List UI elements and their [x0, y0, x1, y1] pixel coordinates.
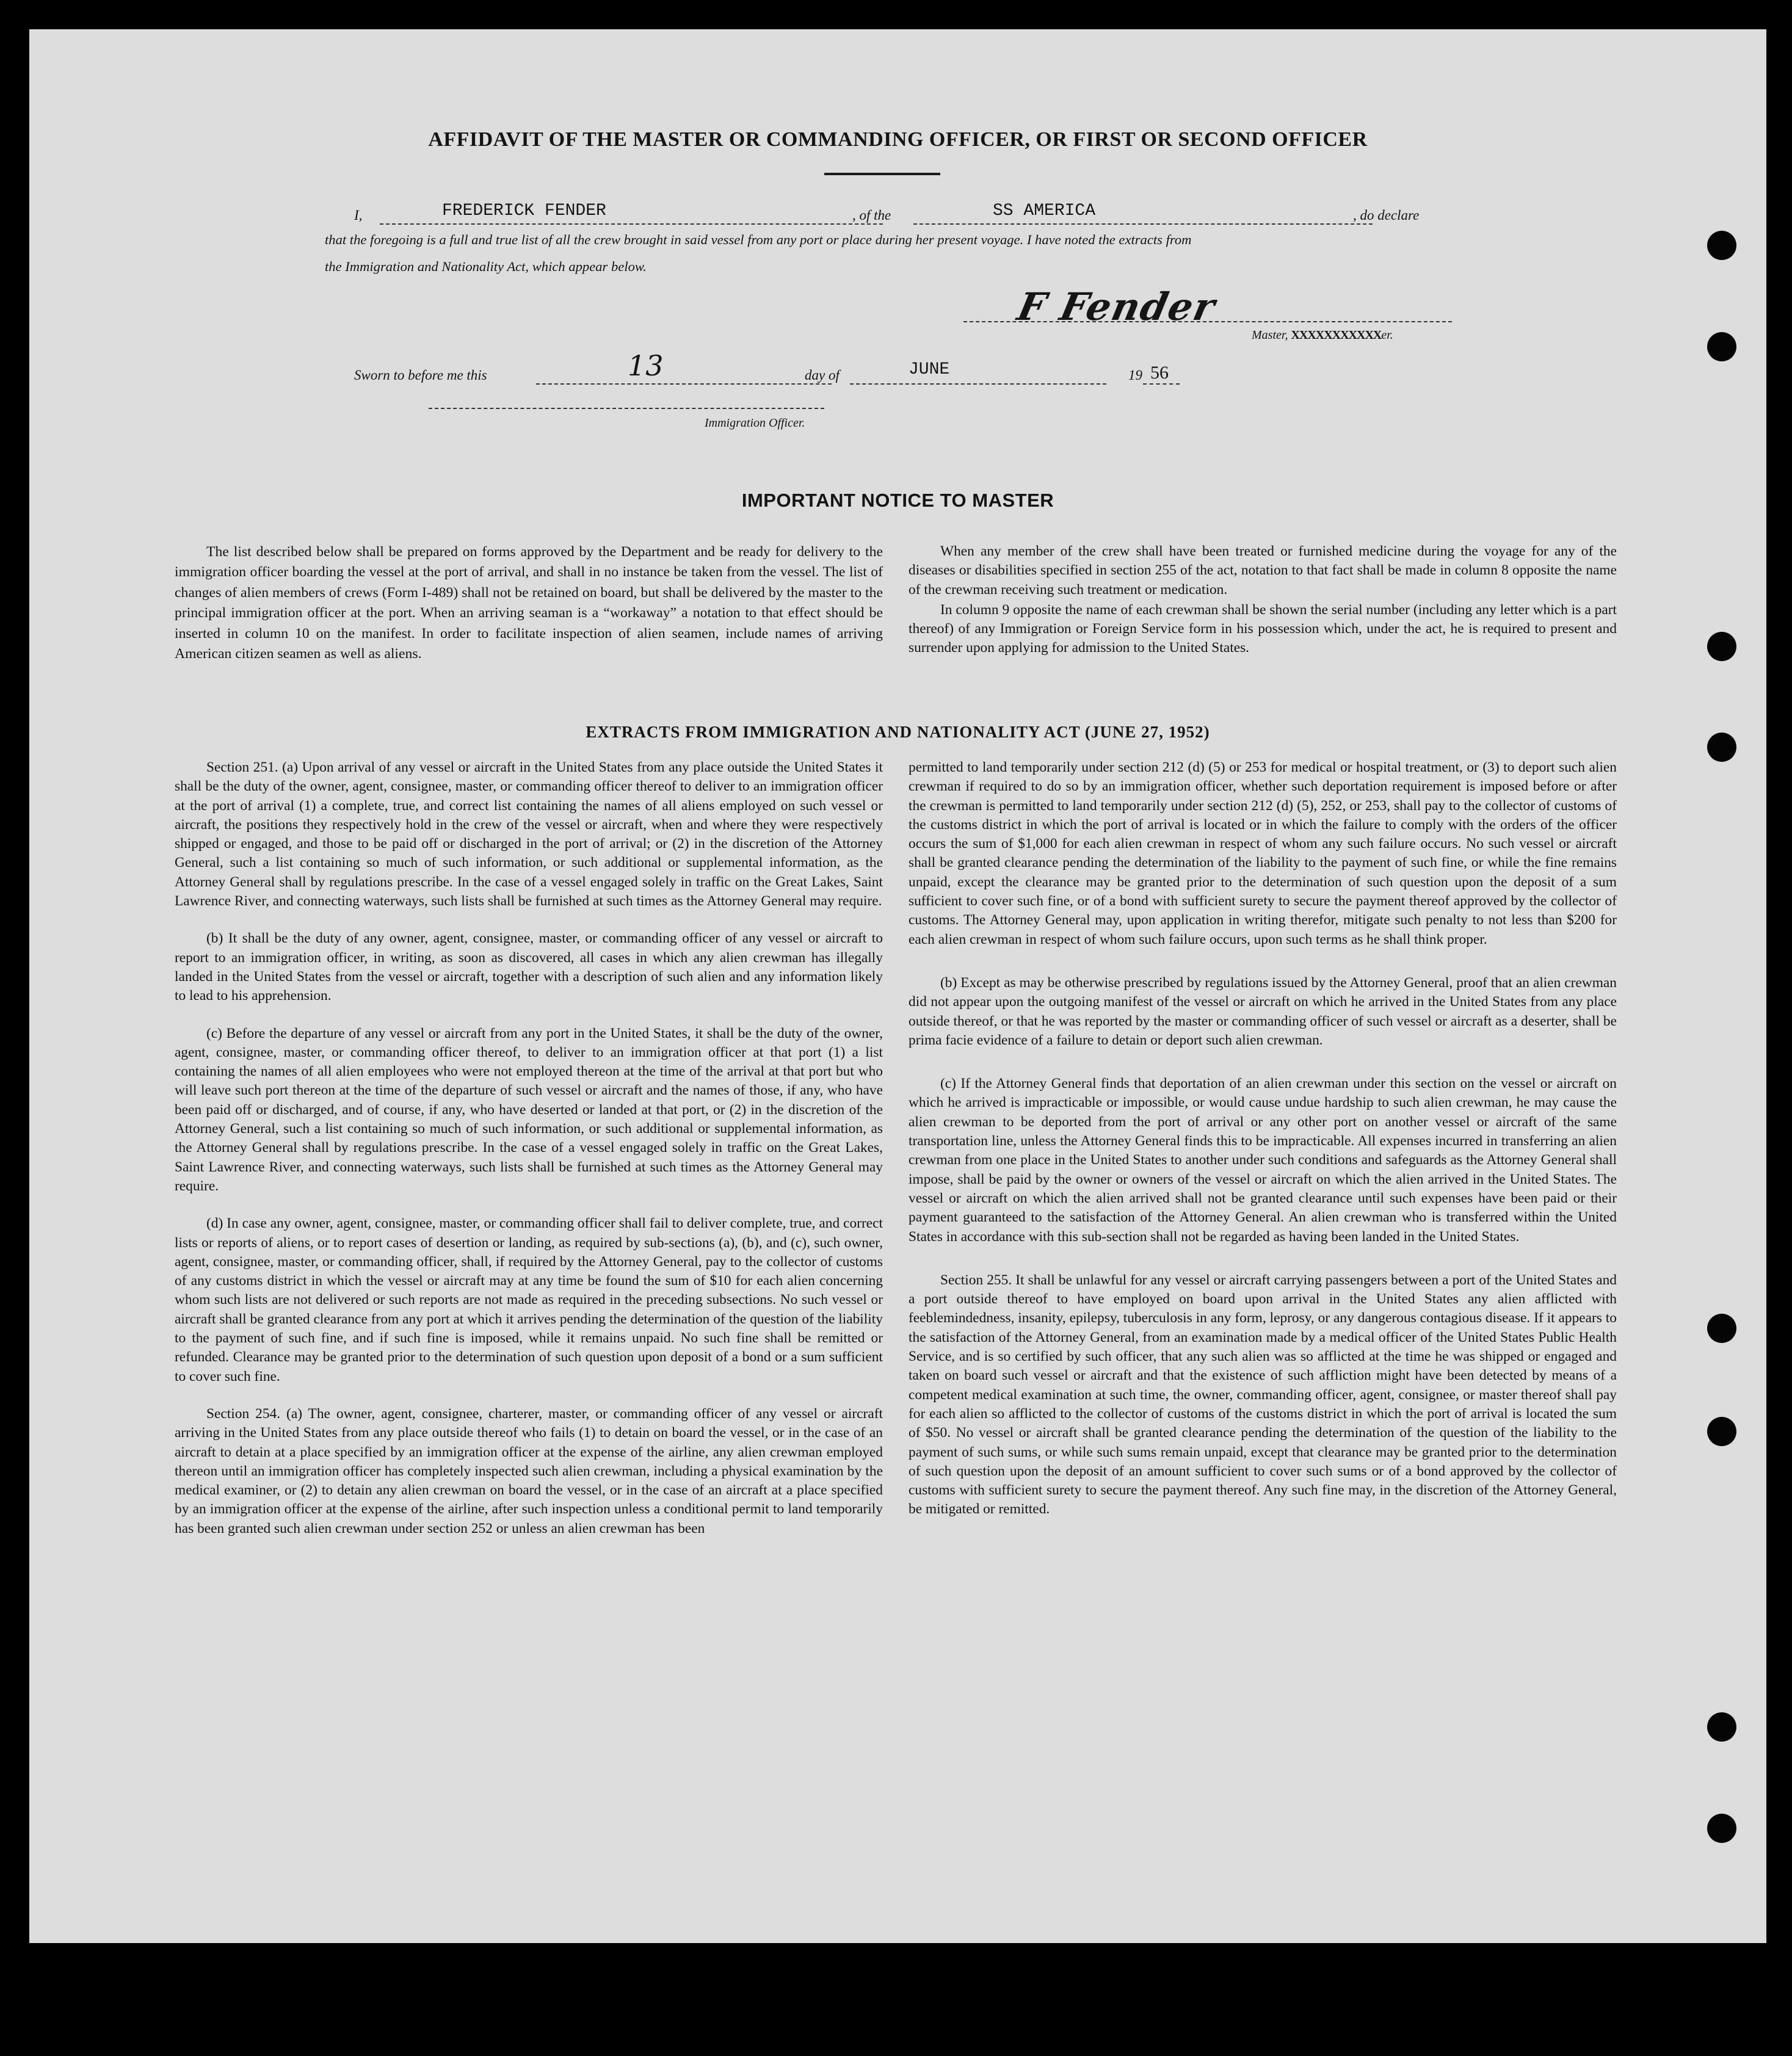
notice-paragraph: When any member of the crew shall have been treated or furnished medicine during the voyage for any of the diseases or disabilities specified in section 255 of the act, notation to that fact shall be made in column 8 opposite the name of the crewman receiving such treatment or medication.	[909, 543, 1617, 598]
notice-left-column	[175, 542, 883, 664]
punch-hole	[1707, 1712, 1736, 1742]
sworn-line	[29, 347, 1766, 396]
do-declare-label: , do declare	[1353, 208, 1420, 223]
section-254c: (c) If the Attorney General finds that deportation of an alien crewman under this section on the vessel or aircraft on which he arrived is impracticable or impossible, or would cause undue hardship to such alien crewman, he may cause the alien crewman to be deported from the port of arrival or any other port on another vessel or aircraft of the same transportation line, unless the Attorney General finds this to be impracticable. All expenses incurred in transferring an alien crewman from one place in the United States to another under such conditions and safeguards as the Attorney General shall impose, shall be paid by the owner or owners of the vessel or aircraft on which the alien arrived in the United States. The vessel or aircraft on which the alien arrived shall not be granted clearance until such expenses have been paid or their payment guaranteed to the satisfaction of the Attorney General. An alien crewman who is transferred within the United States in accordance with this sub-section shall not be regarded as having been landed in the United States.	[909, 1076, 1617, 1245]
struck-title-tail: er.	[1381, 328, 1393, 342]
vessel-field: SS AMERICA	[993, 201, 1096, 220]
year-field: 56	[1150, 363, 1169, 383]
day-field: 13	[628, 349, 664, 382]
declaration-line-2: that the foregoing is a full and true list of all the crew brought in said vessel from any port or place during her present voyage. I have noted the extracts from	[325, 232, 1192, 247]
punch-hole	[1707, 1417, 1736, 1446]
title-underline	[824, 173, 940, 175]
day-line	[536, 383, 832, 385]
affidavit-title: AFFIDAVIT OF THE MASTER OR COMMANDING OFFICER, OR FIRST OR SECOND OFFICER	[428, 128, 1368, 151]
master-signature: F Fender	[1014, 284, 1220, 329]
section-251a: Section 251. (a) Upon arrival of any vessel or aircraft in the United States from any place outside the United States it shall be the duty of the owner, agent, consignee, master, or commanding officer thereof to deliver to an immigration officer at the port of arrival (1) a complete, true, and correct list containing the names of all aliens employed on such vessel or aircraft, the positions they respectively hold in the crew of the vessel or aircraft, when and where they were respectively shipped or engaged, and those to be paid off or discharged in the port of arrival; or (2) in the discretion of the Attorney General, such a list containing so much of such information, or such additional or supplemental information, as the Attorney General shall by regulations prescribe. In the case of a vessel engaged solely in traffic on the Great Lakes, Saint Lawrence River, and connecting waterways, such lists shall be furnished at such times as the Attorney General may require.	[175, 759, 883, 910]
document-page	[29, 29, 1766, 1943]
month-line	[850, 383, 1106, 385]
notice-paragraph: The list described below shall be prepared on forms approved by the Department and be ready for delivery to the immigration officer boarding the vessel at the port of arrival, and shall in no instance be taken from the vessel. The list of changes of alien members of crews (Form I-489) shall not be retained on board, but shall be delivered by the master to the principal immigration officer at the port. When an arriving seaman is a “workaway” a notation to that effect should be inserted in column 10 on the manifest. In order to facilitate inspection of alien seamen, include names of arriving American citizen seamen as well as aliens.	[175, 544, 883, 662]
of-the-label: , of the	[852, 208, 891, 223]
extracts-right-column	[909, 758, 1617, 1519]
section-254a-cont: permitted to land temporarily under section 212 (d) (5) or 253 for medical or hospital treatment, or (3) to deport such alien crewman if required to do so by an immigration officer, whether such deportation requirement is imposed before or after the crewman is permitted to land temporarily under section 212 (d) (5), 252, or 253, shall pay to the collector of customs of the customs district in which the port of arrival is located or in which the failure to comply with the orders of the officer occurs the sum of $1,000 for each alien crewman in respect of whom any such failure occurs. No such vessel or aircraft shall be granted clearance pending the determination of the liability to the payment of such fine, or while the fine remains unpaid, except the clearance may be granted prior to the determination of such question upon the deposit of a sum sufficient to cover such fine, or of a bond with sufficient surety to secure the payment thereof approved by the collector of customs. The Attorney General may, upon application in writing therefor, mitigate such penalty to not less than $200 for each alien crewman in respect of whom such failure occurs, upon such terms as he shall think proper.	[909, 759, 1617, 947]
notice-paragraph: In column 9 opposite the name of each crewman shall be shown the serial number (including any letter which is a part thereof) of any Immigration or Foreign Service form in his possession which, under the act, he is required to present and surrender upon applying for admission to the United States.	[909, 601, 1617, 656]
notice-right-column	[909, 542, 1617, 658]
master-label: Master,	[1252, 328, 1291, 342]
section-254a: Section 254. (a) The owner, agent, consignee, charterer, master, or commanding officer of any vessel or aircraft arriving in the United States from any place outside thereof who fails (1) to detain on board the vessel, or in the case of an aircraft to detain at a place specified by an immigration officer at the expense of the airline, any alien crewman employed thereon until an immigration officer has completely inspected such alien crewman, including a physical examination by the medical examiner, or (2) to detain any alien crewman on board the vessel, or in the case of an aircraft at a place specified by an immigration officer at the expense of the airline, after such inspection unless a conditional permit to land temporarily has been granted such alien crewman under section 252 or unless an alien crewman has been	[175, 1405, 883, 1537]
declaration-line	[29, 200, 1766, 231]
year-line	[1143, 383, 1180, 385]
signature-line	[963, 321, 1452, 322]
sworn-label: Sworn to before me this	[354, 367, 487, 383]
punch-hole	[1707, 1814, 1736, 1843]
immigration-officer-label: Immigration Officer.	[705, 416, 805, 430]
notice-title: IMPORTANT NOTICE TO MASTER	[741, 490, 1054, 511]
month-field: JUNE	[909, 360, 950, 379]
section-255: Section 255. It shall be unlawful for any vessel or aircraft carrying passengers between a port of the United States and a port outside thereof to have employed on board upon arrival in the United States any alien afflicted with feeblemindedness, insanity, epilepsy, tuberculosis in any form, leprosy, or any dangerous contagious disease. If it appears to the satisfaction of the Attorney General, from an examination made by a medical officer of the United States Public Health Service, and is so certified by such officer, that any such alien was so afflicted at the time he was shipped or engaged and taken on board such vessel or aircraft and that the existence of such affliction might have been detected by means of a competent medical examination at such time, the owner, commanding officer, agent, consignee, or master thereof shall pay for each alien so afflicted to the collector of customs of the customs district in which the port of arrival is located the sum of $50. No vessel or aircraft shall be granted clearance pending the determination of the question of the liability to the payment of such sums, or while such sums remain unpaid, except that clearance may be granted prior to the determination of such question upon the deposit of an amount sufficient to cover such sums or of a bond approved by the collector of customs with sufficient surety to secure the payment thereof. Any such fine may, in the discretion of the Attorney General, be mitigated or remitted.	[909, 1272, 1617, 1518]
section-254b: (b) Except as may be otherwise prescribed by regulations issued by the Attorney General, proof that an alien crewman did not appear upon the outgoing manifest of the vessel or aircraft on which he arrived in the United States from any place outside thereof, or that he was reported by the master or commanding officer of such vessel or aircraft as a deserter, shall be prima facie evidence of a failure to detain or deport such alien crewman.	[909, 974, 1617, 1048]
vessel-line	[913, 223, 1373, 225]
extracts-left-column	[175, 758, 883, 1538]
master-name-field: FREDERICK FENDER	[442, 201, 606, 220]
immigration-officer-line	[429, 408, 824, 409]
day-of-label: day of	[805, 367, 840, 383]
declaration-line-3: the Immigration and Nationality Act, which appear below.	[325, 259, 647, 274]
punch-hole	[1707, 632, 1736, 661]
declaration-prefix: I,	[354, 208, 363, 223]
punch-hole	[1707, 231, 1736, 260]
section-251c: (c) Before the departure of any vessel or aircraft from any port in the United States, it shall be the duty of the owner, agent, consignee, master, or commanding officer thereof, to deliver to an immigration officer at that port (1) a list containing the names of all alien employees who were not employed thereon at the time of the arrival at that port but who will leave such port thereon at the time of the departure of such vessel or aircraft and the names of those, if any, who have been paid off or discharged, and of course, if any, who have deserted or landed at that port, or (2) in the discretion of the Attorney General, such a list containing so much of such information, or such additional or supplemental information, as the Attorney General shall by regulations prescribe. In the case of a vessel engaged solely in traffic on the Great Lakes, Saint Lawrence River, and connecting waterways, such lists shall be furnished at such times as the Attorney General may require.	[175, 1025, 883, 1194]
name-line	[380, 223, 883, 225]
extracts-title: EXTRACTS FROM IMMIGRATION AND NATIONALITY ACT (JUNE 27, 1952)	[586, 723, 1210, 741]
section-251b: (b) It shall be the duty of any owner, agent, consignee, master, or commanding officer of any vessel or aircraft to report to an immigration officer, in writing, as soon as discovered, all cases in which any alien crewman has illegally landed in the United States from the vessel or aircraft, together with a description of such alien and any information likely to lead to his apprehension.	[175, 930, 883, 1004]
punch-hole	[1707, 1314, 1736, 1343]
year-prefix: 19	[1128, 367, 1142, 383]
section-251d: (d) In case any owner, agent, consignee, master, or commanding officer shall fail to deliver complete, true, and correct lists or reports of aliens, or to report cases of desertion or landing, as required by sub-sections (a), (b), and (c), such owner, agent, consignee, master, or commanding officer, shall, if required by the Attorney General, pay to the collector of customs of any customs district in which the vessel or aircraft may at any time be found the sum of $10 for each alien concerning whom such lists are not delivered or such reports are not made as required in the preceding subsections. No such vessel or aircraft shall be granted clearance from any port at which it arrives pending the determination of the question of the liability to the payment of such fine, and if such fine is imposed, while it remains unpaid. No such fine shall be remitted or refunded. Clearance may be granted prior to the determination of such question upon deposit of a bond or a sum sufficient to cover such fine.	[175, 1215, 883, 1385]
struck-title: XXXXXXXXXXX	[1291, 328, 1382, 342]
signature-title	[1252, 328, 1393, 342]
